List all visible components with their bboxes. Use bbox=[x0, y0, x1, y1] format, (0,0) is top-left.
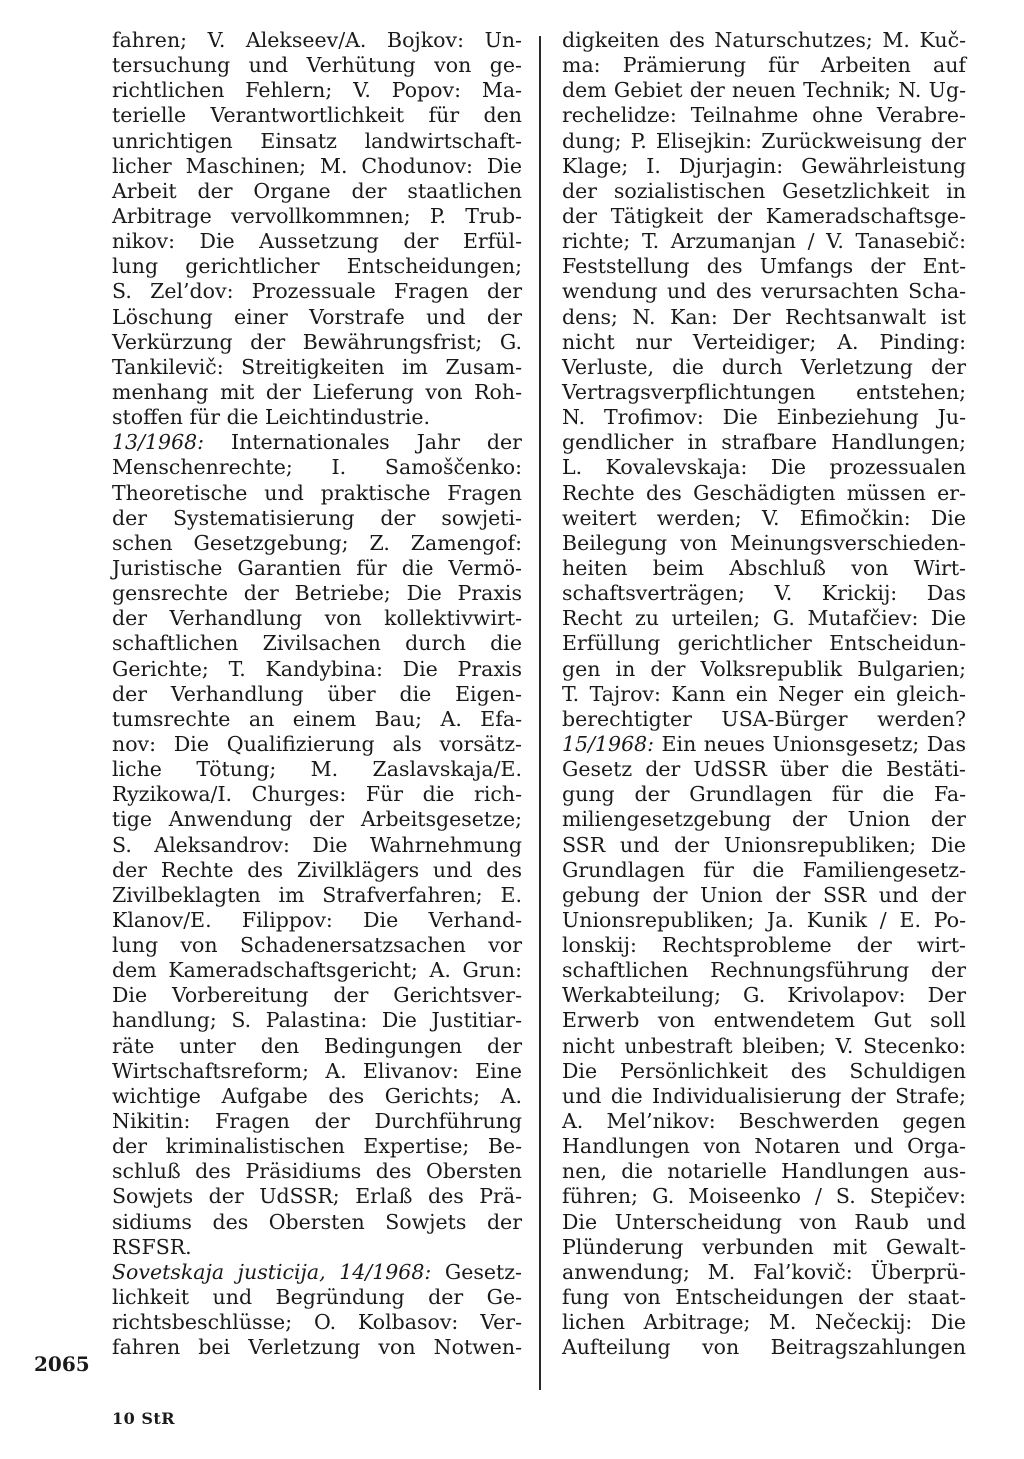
text-line: menhang mit der Lieferung von Roh- bbox=[112, 379, 522, 404]
text-line: rechelidze: Teilnahme ohne Verabre- bbox=[562, 103, 966, 128]
text-line: Gesetz der UdSSR über die Bestäti- bbox=[562, 757, 966, 782]
text-line: Feststellung des Umfangs der Ent- bbox=[562, 254, 966, 279]
issue-15-heading-line bbox=[562, 732, 966, 757]
text-line: Beilegung von Meinungsverschieden- bbox=[562, 530, 966, 555]
issue-15-label: 15/1968: bbox=[562, 731, 655, 756]
text-fragment: Gesetz- bbox=[444, 1259, 522, 1284]
text-line: schluß des Präsidiums des Obersten bbox=[112, 1159, 522, 1184]
text-line: Aufteilung von Beitragszahlungen bbox=[562, 1335, 966, 1360]
text-line: nikov: Die Aussetzung der Erfül- bbox=[112, 229, 522, 254]
text-line: räte unter den Bedingungen der bbox=[112, 1033, 522, 1058]
text-line: der Verhandlung über die Eigen- bbox=[112, 681, 522, 706]
text-line: digkeiten des Naturschutzes; M. Kuč- bbox=[562, 28, 966, 52]
text-line: Handlungen von Notaren und Orga- bbox=[562, 1134, 966, 1159]
text-line: weitert werden; V. Efimočkin: Die bbox=[562, 505, 966, 530]
text-line: Menschenrechte; I. Samoščenko: bbox=[112, 455, 522, 480]
text-line: terielle Verantwortlichkeit für den bbox=[112, 103, 522, 128]
text-line: Rechte des Geschädigten müssen er- bbox=[562, 480, 966, 505]
text-line: wichtige Aufgabe des Gerichts; A. bbox=[112, 1083, 522, 1108]
text-fragment: Internationales Jahr der bbox=[231, 430, 522, 455]
text-line: lichkeit und Begründung der Ge- bbox=[112, 1285, 522, 1310]
text-line: Klanov/E. Filippov: Die Verhand- bbox=[112, 907, 522, 932]
issue-14-label: Sovetskaja justicija, 14/1968: bbox=[112, 1259, 432, 1284]
text-line: liche Tötung; M. Zaslavskaja/E. bbox=[112, 757, 522, 782]
text-line: fung von Entscheidungen der staat- bbox=[562, 1285, 966, 1310]
text-line: T. Tajrov: Kann ein Neger ein gleich- bbox=[562, 681, 966, 706]
text-line: tersuchung und Verhütung von ge- bbox=[112, 53, 522, 78]
text-line: der kriminalistischen Expertise; Be- bbox=[112, 1134, 522, 1159]
text-line: Vertragsverpflichtungen entstehen; bbox=[562, 379, 966, 404]
text-line: fahren; V. Alekseev/A. Bojkov: Un- bbox=[112, 28, 522, 52]
text-line: lonskij: Rechtsprobleme der wirt- bbox=[562, 933, 966, 958]
text-line: nov: Die Qualifizierung als vorsätz- bbox=[112, 731, 522, 756]
text-line: Nikitin: Fragen der Durchführung bbox=[112, 1109, 522, 1134]
text-fragment: Ein neues Unionsgesetz; Das bbox=[661, 731, 966, 756]
text-line: dung; P. Elisejkin: Zurückweisung der bbox=[562, 128, 966, 153]
text-line: schaftlichen Rechnungsführung der bbox=[562, 958, 966, 983]
issue-13-heading-line bbox=[112, 430, 522, 455]
text-line: Gerichte; T. Kandybina: Die Praxis bbox=[112, 656, 522, 681]
text-line: nen, die notarielle Handlungen aus- bbox=[562, 1159, 966, 1184]
page-number: 2065 bbox=[34, 1352, 90, 1376]
text-line: Zivilbeklagten im Strafverfahren; E. bbox=[112, 882, 522, 907]
text-line: nicht unbestraft bleiben; V. Stecenko: bbox=[562, 1033, 966, 1058]
issue-14-heading-line bbox=[112, 1260, 522, 1285]
text-line: Arbeit der Organe der staatlichen bbox=[112, 178, 522, 203]
text-line: unrichtigen Einsatz landwirtschaft- bbox=[112, 128, 522, 153]
text-line: Tankilevič: Streitigkeiten im Zusam- bbox=[112, 354, 522, 379]
text-line: Die Vorbereitung der Gerichtsver- bbox=[112, 983, 522, 1008]
text-line: schen Gesetzgebung; Z. Zamengof: bbox=[112, 530, 522, 555]
text-line: A. Mel’nikov: Beschwerden gegen bbox=[562, 1109, 966, 1134]
text-line: Grundlagen für die Familiengesetz- bbox=[562, 857, 966, 882]
text-line: miliengesetzgebung der Union der bbox=[562, 807, 966, 832]
text-line: Verkürzung der Bewährungsfrist; G. bbox=[112, 329, 522, 354]
text-line: anwendung; M. Fal’kovič: Überprü- bbox=[562, 1259, 966, 1284]
text-line: handlung; S. Palastina: Die Justitiar- bbox=[112, 1008, 522, 1033]
text-line: gung der Grundlagen für die Fa- bbox=[562, 782, 966, 807]
text-line: Erfüllung gerichtlicher Entscheidun- bbox=[562, 631, 966, 656]
text-line: gebung der Union der SSR und der bbox=[562, 882, 966, 907]
text-line: lichen Arbitrage; M. Nečeckij: Die bbox=[562, 1310, 966, 1335]
text-line: dem Kameradschaftsgericht; A. Grun: bbox=[112, 958, 522, 983]
text-line: der Verhandlung von kollektivwirt- bbox=[112, 606, 522, 631]
text-line: Die Unterscheidung von Raub und bbox=[562, 1209, 966, 1234]
text-line: der Rechte des Zivilklägers und des bbox=[112, 857, 522, 882]
text-line: Erwerb von entwendetem Gut soll bbox=[562, 1008, 966, 1033]
column-divider bbox=[539, 36, 541, 1390]
text-line: der Tätigkeit der Kameradschaftsge- bbox=[562, 203, 966, 228]
text-line: fahren bei Verletzung von Notwen- bbox=[112, 1335, 522, 1360]
text-line: S. Zel’dov: Prozessuale Fragen der bbox=[112, 279, 522, 304]
text-line: gendlicher in strafbare Handlungen; bbox=[562, 430, 966, 455]
text-line: führen; G. Moiseenko / S. Stepičev: bbox=[562, 1184, 966, 1209]
text-line: L. Kovalevskaja: Die prozessualen bbox=[562, 455, 966, 480]
text-line: gen in der Volksrepublik Bulgarien; bbox=[562, 656, 966, 681]
text-line: richtsbeschlüsse; O. Kolbasov: Ver- bbox=[112, 1310, 522, 1335]
text-line: heiten beim Abschluß von Wirt- bbox=[562, 555, 966, 580]
text-line: Plünderung verbunden mit Gewalt- bbox=[562, 1234, 966, 1259]
text-line: berechtigter USA-Bürger werden? bbox=[562, 706, 966, 731]
text-line: lung gerichtlicher Entscheidungen; bbox=[112, 254, 522, 279]
text-line: gensrechte der Betriebe; Die Praxis bbox=[112, 581, 522, 606]
text-line: stoffen für die Leichtindustrie. bbox=[112, 405, 431, 430]
text-line: tige Anwendung der Arbeitsgesetze; bbox=[112, 807, 522, 832]
text-line: lung von Schadenersatzsachen vor bbox=[112, 933, 522, 958]
text-line: Verluste, die durch Verletzung der bbox=[562, 354, 966, 379]
printer-signature-mark: 10 StR bbox=[112, 1409, 176, 1428]
text-line: dens; N. Kan: Der Rechtsanwalt ist bbox=[562, 304, 966, 329]
text-line: Unionsrepubliken; Ja. Kunik / E. Po- bbox=[562, 907, 966, 932]
text-line: SSR und der Unionsrepubliken; Die bbox=[562, 832, 966, 857]
text-line: Theoretische und praktische Fragen bbox=[112, 480, 522, 505]
text-line: richtlichen Fehlern; V. Popov: Ma- bbox=[112, 78, 522, 103]
text-line: richte; T. Arzumanjan / V. Tanasebič: bbox=[562, 229, 966, 254]
text-line: Werkabteilung; G. Krivolapov: Der bbox=[562, 983, 966, 1008]
text-line: Arbitrage vervollkommnen; P. Trub- bbox=[112, 203, 522, 228]
text-line: sidiums des Obersten Sowjets der bbox=[112, 1209, 522, 1234]
text-line: schaftlichen Zivilsachen durch die bbox=[112, 631, 522, 656]
text-line: Sowjets der UdSSR; Erlaß des Prä- bbox=[112, 1184, 522, 1209]
text-line: RSFSR. bbox=[112, 1234, 192, 1259]
text-line: Klage; I. Djurjagin: Gewährleistung bbox=[562, 153, 966, 178]
text-line: N. Trofimov: Die Einbeziehung Ju- bbox=[562, 405, 966, 430]
text-line: und die Individualisierung der Strafe; bbox=[562, 1083, 966, 1108]
text-line: Recht zu urteilen; G. Mutafčiev: Die bbox=[562, 606, 966, 631]
text-line: Die Persönlichkeit des Schuldigen bbox=[562, 1058, 966, 1083]
issue-13-label: 13/1968: bbox=[112, 430, 205, 455]
text-line: nicht nur Verteidiger; A. Pinding: bbox=[562, 329, 966, 354]
text-line: Löschung einer Vorstrafe und der bbox=[112, 304, 522, 329]
text-line: der Systematisierung der sowjeti- bbox=[112, 505, 522, 530]
text-line: schaftsverträgen; V. Krickij: Das bbox=[562, 581, 966, 606]
text-line: Wirtschaftsreform; A. Elivanov: Eine bbox=[112, 1058, 522, 1083]
text-line: licher Maschinen; M. Chodunov: Die bbox=[112, 153, 522, 178]
text-line: tumsrechte an einem Bau; A. Efa- bbox=[112, 706, 522, 731]
text-line: ma: Prämierung für Arbeiten auf bbox=[562, 53, 966, 78]
text-line: Juristische Garantien für die Vermö- bbox=[112, 555, 522, 580]
text-line: der sozialistischen Gesetzlichkeit in bbox=[562, 178, 966, 203]
right-column bbox=[562, 28, 966, 1360]
left-column bbox=[112, 28, 522, 1360]
text-line: S. Aleksandrov: Die Wahrnehmung bbox=[112, 832, 522, 857]
text-line: Ryzikowa/I. Churges: Für die rich- bbox=[112, 782, 522, 807]
text-line: dem Gebiet der neuen Technik; N. Ug- bbox=[562, 78, 966, 103]
text-line: wendung und des verursachten Scha- bbox=[562, 279, 966, 304]
